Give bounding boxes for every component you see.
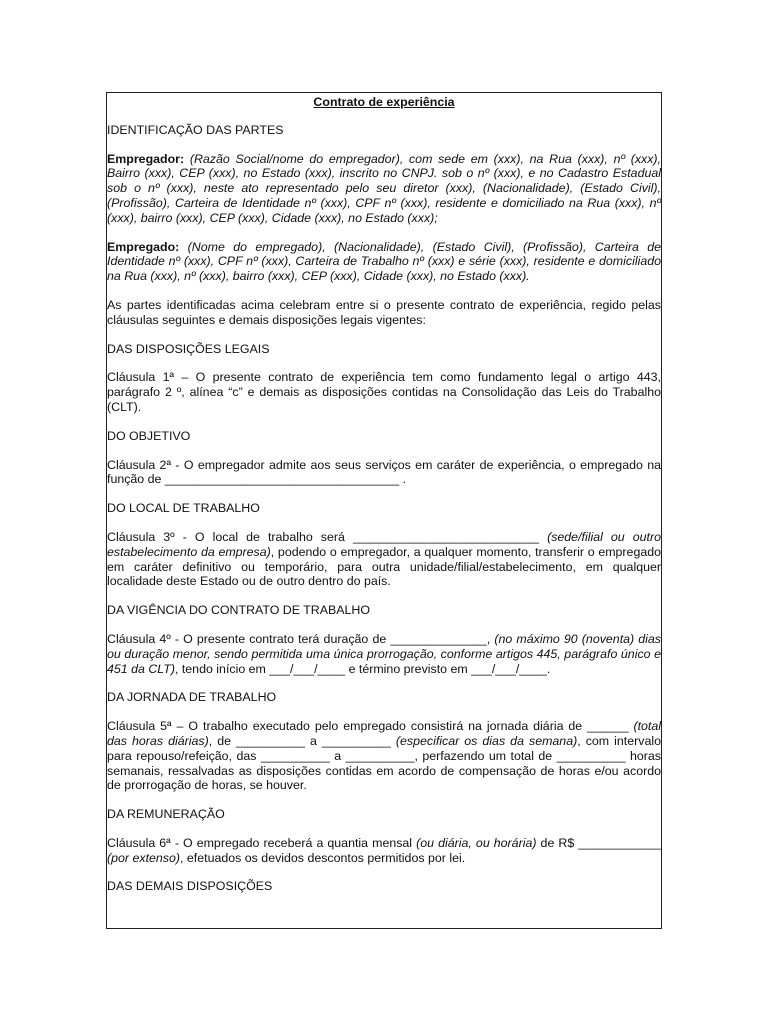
document-title: Contrato de experiência bbox=[313, 95, 455, 109]
clausula-3-italic: (sede/filial ou outro estabelecimento da empresa) bbox=[107, 529, 661, 559]
heading-vigencia: DA VIGÊNCIA DO CONTRATO DE TRABALHO bbox=[107, 603, 371, 618]
clausula-3-text-a: Cláusula 3º - O local de trabalho será ___________________________ bbox=[107, 529, 548, 544]
heading-objetivo: DO OBJETIVO bbox=[107, 428, 191, 443]
clausula-4-text-b: , tendo início em ___/___/____ e término previsto em ___/___/____. bbox=[174, 661, 551, 676]
heading-remuneracao: DA REMUNERAÇÃO bbox=[107, 807, 225, 822]
heading-jornada: DA JORNADA DE TRABALHO bbox=[107, 690, 277, 705]
clausula-4-text-a: Cláusula 4º - O presente contrato terá duração de ______________, bbox=[107, 631, 495, 646]
paragraph-clausula-3 bbox=[107, 530, 661, 589]
text-empregado: (Nome do empregado), (Nacionalidade), (Estado Civil), (Profissão), Carteira de Identidade nº (xxx), CPF nº (xxx), Carteira de Trabalho nº (xxx) e série (xxx), residente e domiciliado na Rua (xxx), nº (xxx), bairro (xxx), CEP (xxx), Cidade (xxx), no Estado (xxx). bbox=[107, 239, 661, 284]
clausula-6-italic-1: (ou diária, ou horária) bbox=[416, 835, 537, 850]
clausula-5-italic-1: (total das horas diárias) bbox=[107, 719, 661, 748]
clausula-5-text-a: Cláusula 5ª – O trabalho executado pelo empregado consistirá na jornada diária de ______ bbox=[107, 719, 634, 734]
clausula-3-text-b: , podendo o empregador, a qualquer momento, transferir o empregado em caráter definitivo ou temporário, para outra unidade/filial/estabelecimento, em qualquer localidade deste Estado ou de outro dentro do país. bbox=[107, 544, 662, 589]
heading-disposicoes-legais: DAS DISPOSIÇÕES LEGAIS bbox=[107, 341, 270, 356]
paragraph-clausula-4 bbox=[107, 632, 661, 676]
document-page bbox=[106, 92, 662, 929]
label-empregador: Empregador: bbox=[107, 151, 185, 166]
paragraph-clausula-1: Cláusula 1ª – O presente contrato de experiência tem como fundamento legal o artigo 443, parágrafo 2 º, alínea “c” e demais as disposições contidas na Consolidação das Leis do Trabalho (CLT). bbox=[107, 370, 661, 414]
paragraph-empregador bbox=[107, 152, 661, 226]
clausula-6-text-c: , efetuados os devidos descontos permitidos por lei. bbox=[180, 850, 466, 865]
label-empregado: Empregado: bbox=[107, 239, 180, 254]
heading-identificacao: IDENTIFICAÇÃO DAS PARTES bbox=[107, 122, 284, 137]
paragraph-partes: As partes identificadas acima celebram entre si o presente contrato de experiência, regido pelas cláusulas seguintes e demais disposições legais vigentes: bbox=[107, 297, 661, 327]
text-empregador: (Razão Social/nome do empregador), com sede em (xxx), na Rua (xxx), nº (xxx), Bairro (xxx), CEP (xxx), no Estado (xxx), inscrito no CNPJ. sob o nº (xxx), e no Cadastro Estadual sob o nº (xxx), neste ato representado pelo seu diretor (xxx), (Nacionalidade), (Estado Civil), (Profissão), Carteira de Identidade nº (xxx), CPF nº (xxx), residente e domiciliado na Rua (xxx), nº (xxx), bairro (xxx), CEP (xxx), Cidade (xxx), no Estado (xxx); bbox=[107, 151, 661, 225]
paragraph-empregado bbox=[107, 240, 661, 284]
clausula-6-italic-2: (por extenso) bbox=[107, 850, 181, 865]
paragraph-clausula-5 bbox=[107, 719, 661, 793]
clausula-5-text-c: , com intervalo para repouso/refeição, das __________ a __________, perfazendo um total de __________ horas semanais, ressalvadas as disposições contidas em acordo de compensação de horas e/ou acordo de prorrogação de horas, se houver. bbox=[107, 733, 661, 793]
heading-demais-disposicoes: DAS DEMAIS DISPOSIÇÕES bbox=[107, 879, 273, 894]
clausula-5-italic-2: (especificar os dias da semana) bbox=[395, 733, 578, 748]
clausula-4-italic: (no máximo 90 (noventa) dias ou duração menor, sendo permitida uma única prorrogação, conforme artigos 445, parágrafo único e 451 da CLT) bbox=[107, 631, 661, 676]
paragraph-clausula-6 bbox=[107, 836, 661, 866]
document-content bbox=[107, 95, 661, 908]
clausula-6-text-b: de R$ ____________ bbox=[536, 835, 661, 850]
clausula-5-text-b: , de __________ a __________ bbox=[208, 733, 396, 748]
clausula-6-text-a: Cláusula 6ª - O empregado receberá a quantia mensal bbox=[107, 835, 417, 850]
heading-local: DO LOCAL DE TRABALHO bbox=[107, 501, 260, 516]
paragraph-clausula-2: Cláusula 2ª - O empregador admite aos seus serviços em caráter de experiência, o empregado na função de __________________________________ . bbox=[107, 457, 661, 487]
